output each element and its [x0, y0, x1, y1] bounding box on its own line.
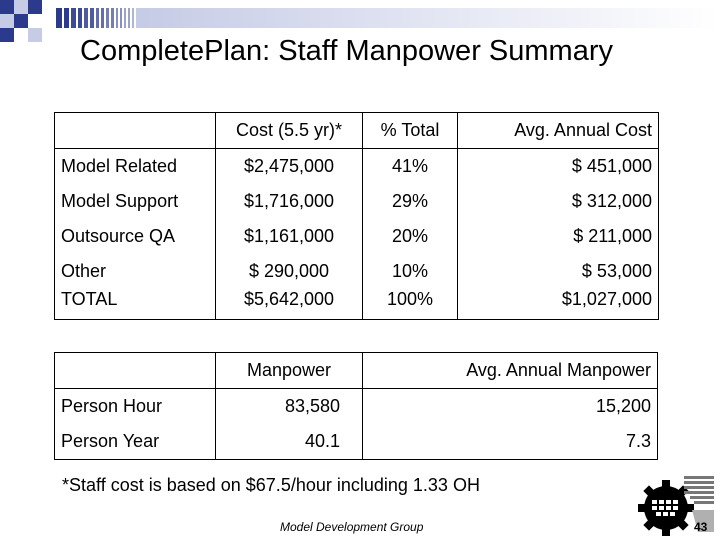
header-blank: [55, 113, 216, 149]
total-pct: 100%: [363, 289, 458, 320]
row-cost: $1,161,000: [216, 219, 363, 254]
row-annual: $ 211,000: [458, 219, 659, 254]
table-header-row: [55, 353, 658, 389]
row-annual: 7.3: [363, 424, 658, 460]
row-cost: $1,716,000: [216, 184, 363, 219]
row-annual: $ 451,000: [458, 149, 659, 185]
row-manpower: 40.1: [216, 424, 363, 460]
row-pct: 29%: [363, 184, 458, 219]
row-annual: $ 53,000: [458, 254, 659, 289]
slide-title: CompletePlan: Staff Manpower Summary: [80, 35, 613, 67]
manpower-table: [54, 352, 658, 460]
row-cost: $2,475,000: [216, 149, 363, 185]
row-label: Model Support: [55, 184, 216, 219]
total-annual: $1,027,000: [458, 289, 659, 320]
row-pct: 20%: [363, 219, 458, 254]
header-annual-manpower: Avg. Annual Manpower: [363, 353, 658, 389]
table-row: [55, 149, 659, 185]
page-number: 43: [694, 520, 708, 534]
footer-text: Model Development Group: [280, 520, 424, 534]
header-annual: Avg. Annual Cost: [458, 113, 659, 149]
row-label: Outsource QA: [55, 219, 216, 254]
table-header-row: [55, 113, 659, 149]
row-annual: 15,200: [363, 389, 658, 425]
table-row: [55, 219, 659, 254]
header-manpower: Manpower: [216, 353, 363, 389]
row-label: Person Year: [55, 424, 216, 460]
header-pct: % Total: [363, 113, 458, 149]
total-label: TOTAL: [55, 289, 216, 320]
footnote: *Staff cost is based on $67.5/hour including 1.33 OH: [62, 475, 480, 495]
row-manpower: 83,580: [216, 389, 363, 425]
row-label: Model Related: [55, 149, 216, 185]
cost-table: [54, 112, 659, 320]
row-pct: 41%: [363, 149, 458, 185]
table-row: [55, 424, 658, 460]
row-pct: 10%: [363, 254, 458, 289]
row-label: Person Hour: [55, 389, 216, 425]
row-label: Other: [55, 254, 216, 289]
row-annual: $ 312,000: [458, 184, 659, 219]
table-row: [55, 389, 658, 425]
table-row: [55, 254, 659, 289]
table-total-row: [55, 289, 659, 320]
table-row: [55, 184, 659, 219]
row-cost: $ 290,000: [216, 254, 363, 289]
header-blank: [55, 353, 216, 389]
total-cost: $5,642,000: [216, 289, 363, 320]
header-cost: Cost (5.5 yr)*: [216, 113, 363, 149]
